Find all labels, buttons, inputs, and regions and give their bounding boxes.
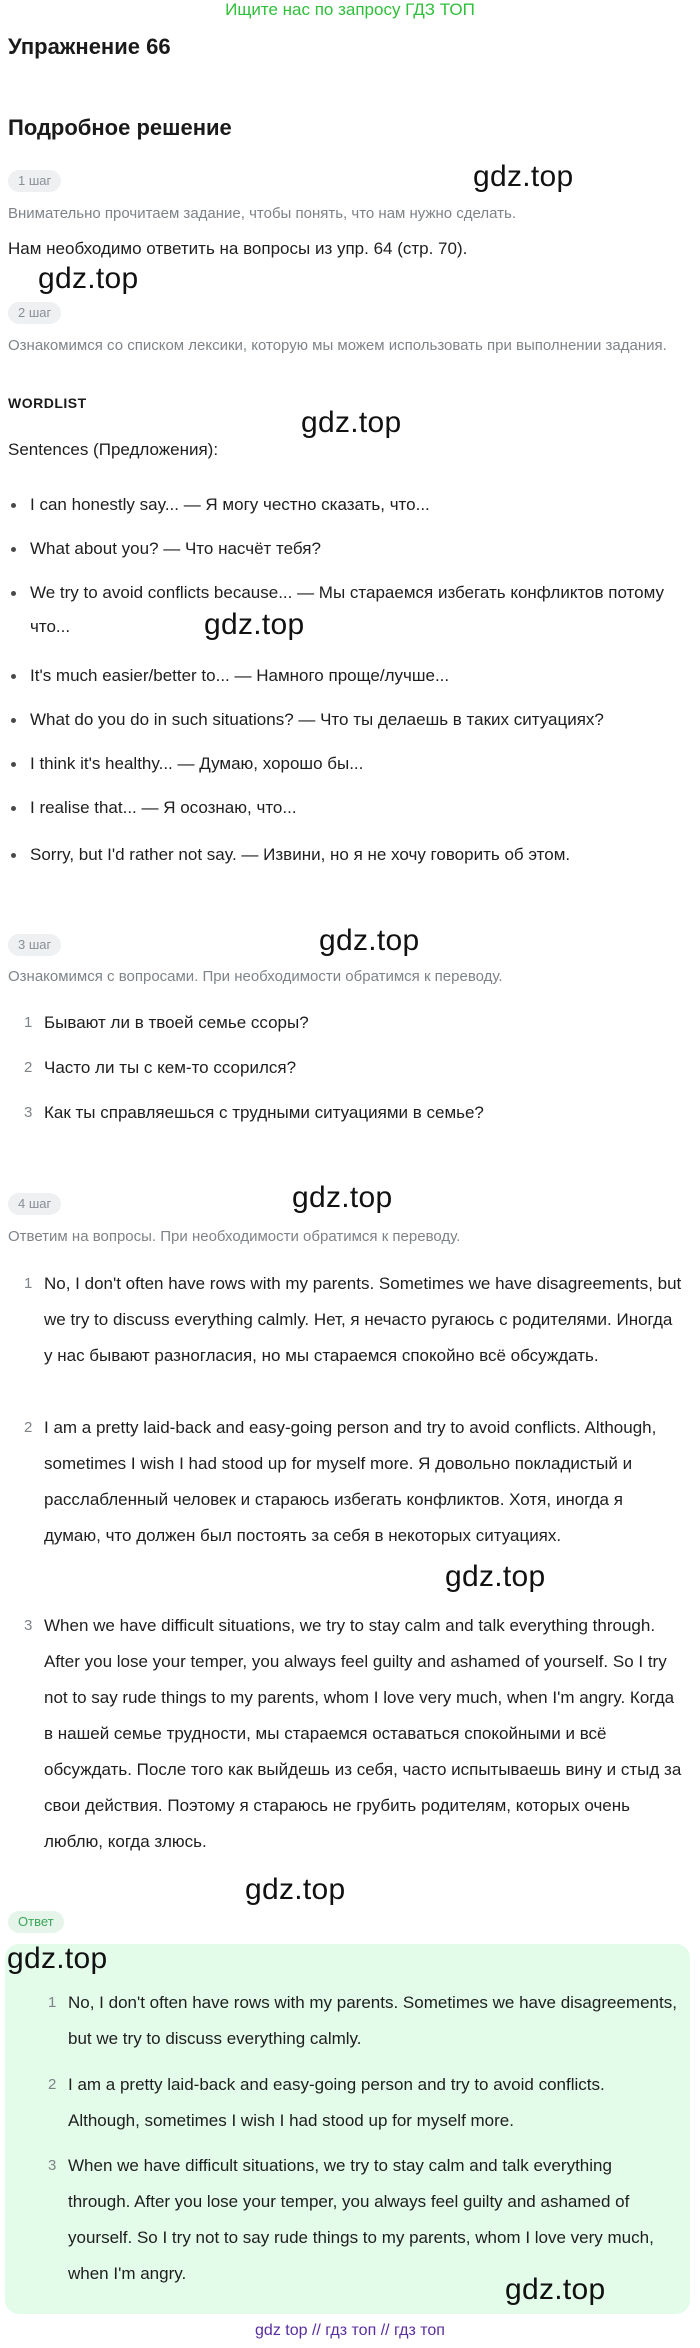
- sentences-label: Sentences (Предложения):: [8, 440, 219, 459]
- wordlist-item: What about you? — Что насчёт тебя?: [30, 532, 680, 566]
- question-text: Часто ли ты с кем-то ссорился?: [44, 1058, 297, 1077]
- wordlist-item: I realise that... — Я осознаю, что...: [30, 791, 680, 825]
- question-text: Бывают ли в твоей семье ссоры?: [44, 1013, 309, 1032]
- question-item: [24, 1095, 684, 1131]
- watermark: gdz.top: [319, 924, 420, 957]
- step-1-hint: Внимательно прочитаем задание, чтобы понять, что нам нужно сделать.: [8, 205, 517, 222]
- wordlist-heading: WORDLIST: [8, 395, 87, 411]
- step-1-text: Нам необходимо ответить на вопросы из упр. 64 (стр. 70).: [8, 239, 468, 258]
- step-3-badge: 3 шаг: [8, 934, 61, 956]
- answer-item: [48, 1985, 678, 2057]
- watermark: gdz.top: [38, 262, 139, 295]
- wordlist-item: I can honestly say... — Я могу честно сказать, что...: [30, 488, 680, 522]
- response-number: 1: [24, 1275, 33, 1292]
- answer-item: [48, 2148, 678, 2292]
- response-text: No, I don't often have rows with my parents. Sometimes we have disagreements, but we try to discuss everything calmly. Нет, я нечасто ругаюсь с родителями. Иногда у нас бывают разногласия, но мы стараемся спокойно всё обсуждать.: [44, 1274, 682, 1365]
- step-2-badge: 2 шаг: [8, 302, 61, 324]
- answer-number: 2: [48, 2076, 57, 2093]
- answer-text: I am a pretty laid-back and easy-going person and try to avoid conflicts. Although, sometimes I wish I had stood up for myself more.: [68, 2075, 605, 2130]
- watermark: gdz.top: [301, 406, 402, 439]
- response-text: I am a pretty laid-back and easy-going person and try to avoid conflicts. Although, sometimes I wish I had stood up for myself more. Я довольно покладистый и расслабленный человек и стараюсь избегать конфликтов. Хотя, иногда я думаю, что должен был постоять за себя в некоторых ситуациях.: [44, 1418, 657, 1545]
- response-item: [24, 1608, 684, 1860]
- watermark: gdz.top: [445, 1560, 546, 1593]
- question-text: Как ты справляешься с трудными ситуациями в семье?: [44, 1103, 484, 1122]
- answer-badge: Ответ: [8, 1911, 64, 1933]
- watermark: gdz.top: [7, 1942, 108, 1975]
- answer-number: 3: [48, 2157, 57, 2174]
- response-item: [24, 1266, 684, 1374]
- watermark: gdz.top: [473, 160, 574, 193]
- wordlist-item: What do you do in such situations? — Что ты делаешь в таких ситуациях?: [30, 703, 680, 737]
- response-text: When we have difficult situations, we try to stay calm and talk everything through. After you lose your temper, you always feel guilty and ashamed of yourself. So I try not to say rude things to my parents, whom I love very much, when I'm angry. Когда в нашей семье трудности, мы стараемся оставаться спокойными и всё обсуждать. После того как выйдешь из себя, часто испытываешь вину и стыд за свои действия. Поэтому я стараюсь не грубить родителям, которых очень люблю, когда злюсь.: [44, 1616, 682, 1851]
- step-4-badge: 4 шаг: [8, 1193, 61, 1215]
- question-item: [24, 1050, 684, 1086]
- wordlist-item: Sorry, but I'd rather not say. — Извини, но я не хочу говорить об этом.: [30, 838, 680, 872]
- answer-number: 1: [48, 1994, 57, 2011]
- question-number: 2: [24, 1059, 33, 1076]
- page-title: Упражнение 66: [8, 34, 171, 59]
- step-3-hint: Ознакомимся с вопросами. При необходимости обратимся к переводу.: [8, 968, 503, 985]
- question-number: 1: [24, 1014, 33, 1031]
- question-number: 3: [24, 1104, 33, 1121]
- watermark: gdz.top: [245, 1873, 346, 1906]
- wordlist-item: It's much easier/better to... — Намного проще/лучше...: [30, 659, 680, 693]
- answer-text: No, I don't often have rows with my parents. Sometimes we have disagreements, but we try to discuss everything calmly.: [68, 1993, 677, 2048]
- footer-links[interactable]: gdz top // гдз топ // гдз топ: [255, 2322, 445, 2339]
- answer-item: [48, 2067, 678, 2139]
- response-number: 3: [24, 1617, 33, 1634]
- section-title: Подробное решение: [8, 115, 232, 140]
- response-number: 2: [24, 1419, 33, 1436]
- question-item: [24, 1005, 684, 1041]
- step-2-hint: Ознакомимся со списком лексики, которую мы можем использовать при выполнении задания.: [8, 337, 667, 354]
- wordlist-item: We try to avoid conflicts because... — Мы стараемся избегать конфликтов потому что...: [30, 576, 680, 644]
- answer-text: When we have difficult situations, we try to stay calm and talk everything through. After you lose your temper, you always feel guilty and ashamed of yourself. So I try not to say rude things to my parents, whom I love very much, when I'm angry.: [68, 2156, 654, 2283]
- step-4-hint: Ответим на вопросы. При необходимости обратимся к переводу.: [8, 1228, 461, 1245]
- watermark: gdz.top: [204, 608, 305, 641]
- watermark: gdz.top: [505, 2273, 606, 2306]
- search-banner[interactable]: Ищите нас по запросу ГДЗ ТОП: [225, 0, 475, 19]
- wordlist-item: I think it's healthy... — Думаю, хорошо бы...: [30, 747, 680, 781]
- response-item: [24, 1410, 684, 1554]
- watermark: gdz.top: [292, 1181, 393, 1214]
- step-1-badge: 1 шаг: [8, 170, 61, 192]
